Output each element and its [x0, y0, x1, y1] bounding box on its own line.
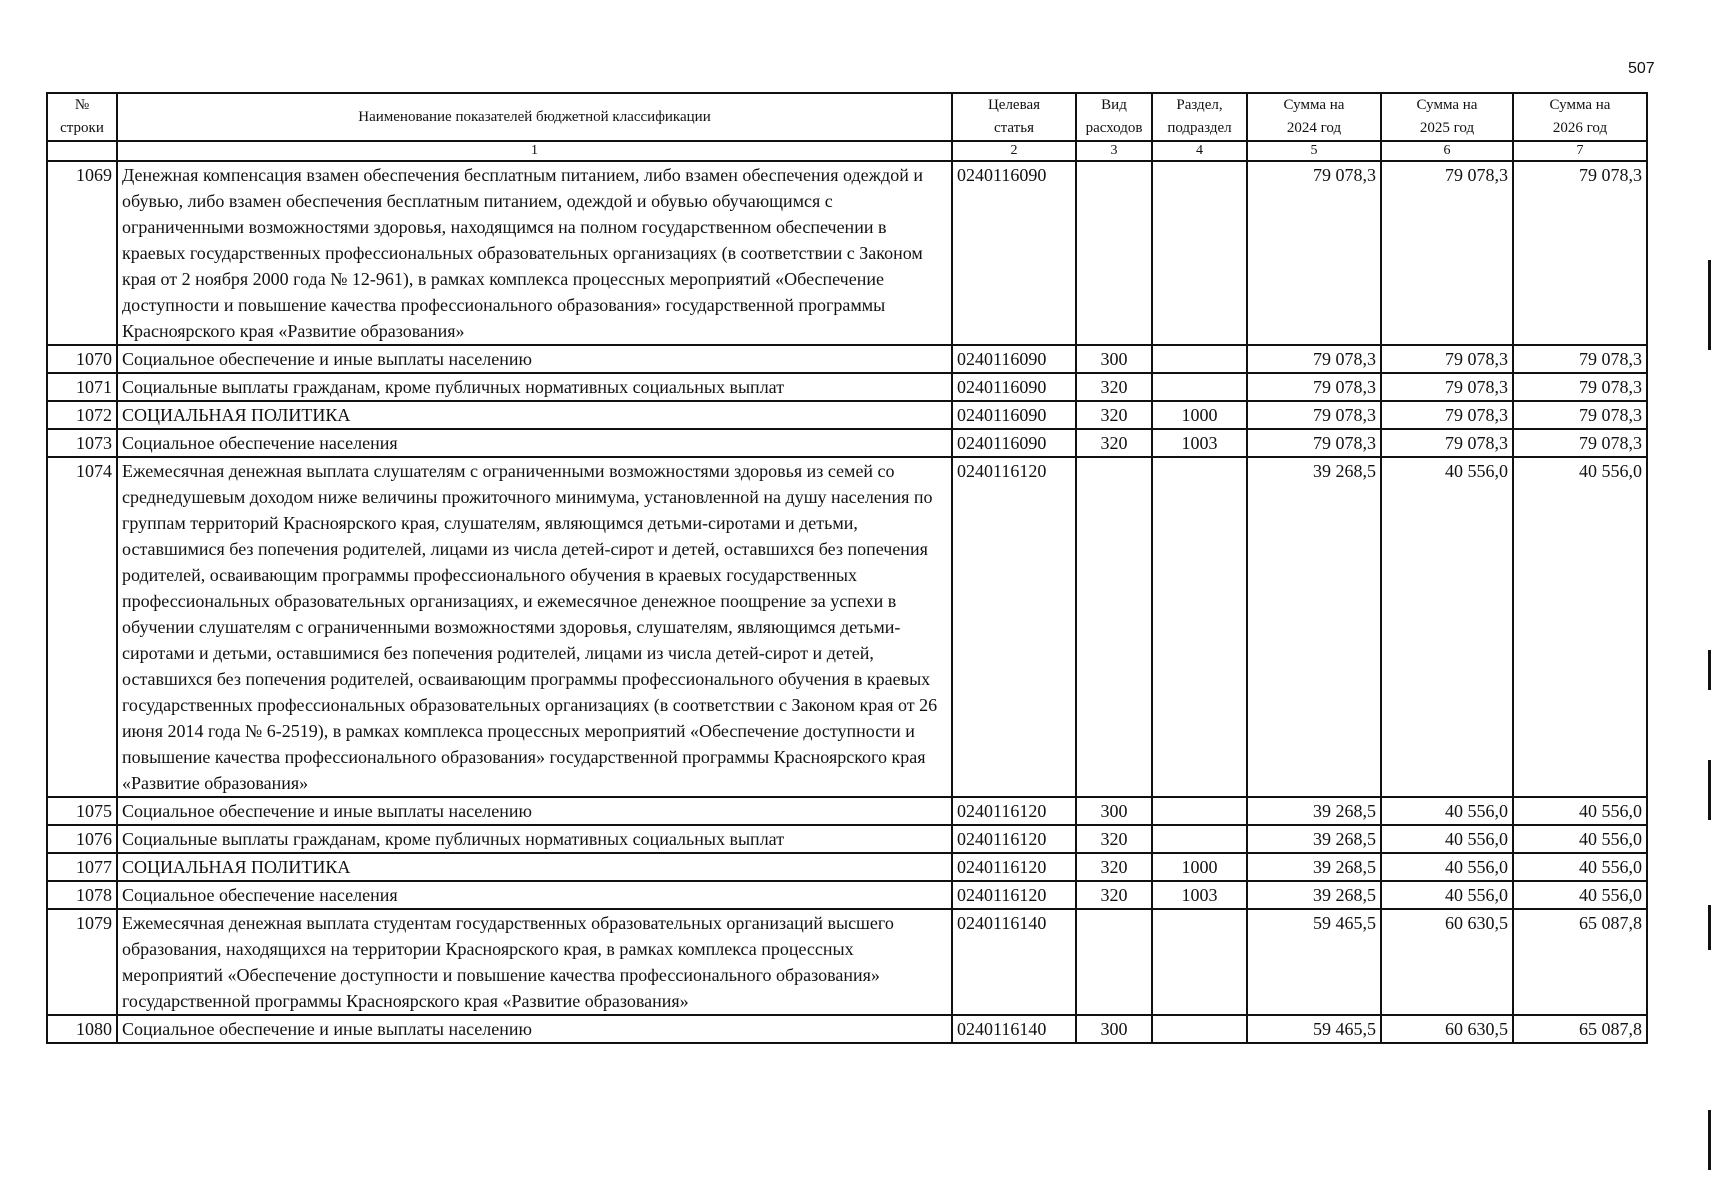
row-sum-2024: 79 078,3 — [1247, 373, 1381, 401]
row-sum-2025: 60 630,5 — [1381, 1015, 1513, 1043]
row-target: 0240116120 — [952, 797, 1076, 825]
row-target: 0240116140 — [952, 1015, 1076, 1043]
row-target: 0240116090 — [952, 429, 1076, 457]
table-row — [47, 797, 1647, 825]
table-row — [47, 373, 1647, 401]
row-number: 1075 — [47, 797, 117, 825]
header-row-no: № строки — [47, 93, 117, 141]
table-row — [47, 1015, 1647, 1043]
row-section — [1152, 373, 1247, 401]
header-row — [47, 93, 1647, 141]
row-sum-2026: 79 078,3 — [1513, 161, 1647, 345]
row-sum-2024: 59 465,5 — [1247, 1015, 1381, 1043]
row-sum-2026: 40 556,0 — [1513, 457, 1647, 797]
table-row — [47, 161, 1647, 345]
row-number: 1069 — [47, 161, 117, 345]
column-number: 3 — [1076, 141, 1152, 161]
row-kind: 320 — [1076, 825, 1152, 853]
row-name: Денежная компенсация взамен обеспечения бесплатным питанием, либо взамен обеспечения одеждой и обувью, либо взамен обеспечения бесплатным питанием, одеждой и обувью обучающимся с ограниченными возможностями здоровья, находящимся на полном государственном обеспечении в краевых государственных профессиональных образовательных организациях (в соответствии с Законом края от 2 ноября 2000 года № 12-961), в рамках комплекса процессных мероприятий «Обеспечение доступности и повышение качества профессионального образования» государственной программы Красноярского края «Развитие образования» — [117, 161, 952, 345]
row-name: Ежемесячная денежная выплата студентам государственных образовательных организаций высшего образования, находящихся на территории Красноярского края, в рамках комплекса процессных мероприятий «Обеспечение доступности и повышение качества профессионального образования» государственной программы Красноярского края «Развитие образования» — [117, 909, 952, 1015]
row-section: 1003 — [1152, 881, 1247, 909]
row-sum-2025: 40 556,0 — [1381, 797, 1513, 825]
column-number: 2 — [952, 141, 1076, 161]
row-name: Социальное обеспечение населения — [117, 429, 952, 457]
row-kind: 320 — [1076, 853, 1152, 881]
row-kind — [1076, 161, 1152, 345]
row-name: СОЦИАЛЬНАЯ ПОЛИТИКА — [117, 853, 952, 881]
row-sum-2026: 79 078,3 — [1513, 401, 1647, 429]
row-sum-2026: 40 556,0 — [1513, 881, 1647, 909]
row-target: 0240116090 — [952, 401, 1076, 429]
row-kind: 320 — [1076, 429, 1152, 457]
row-number: 1078 — [47, 881, 117, 909]
row-kind: 300 — [1076, 1015, 1152, 1043]
header-section: Раздел, подраздел — [1152, 93, 1247, 141]
row-target: 0240116120 — [952, 853, 1076, 881]
row-sum-2025: 60 630,5 — [1381, 909, 1513, 1015]
row-number: 1079 — [47, 909, 117, 1015]
header-sum-2026: Сумма на 2026 год — [1513, 93, 1647, 141]
page-number: 507 — [1628, 60, 1655, 77]
row-name: Социальные выплаты гражданам, кроме публичных нормативных социальных выплат — [117, 825, 952, 853]
budget-table — [46, 92, 1648, 1044]
header-sum-2025: Сумма на 2025 год — [1381, 93, 1513, 141]
scan-edge-mark — [1708, 905, 1711, 950]
row-kind: 320 — [1076, 881, 1152, 909]
row-number: 1076 — [47, 825, 117, 853]
column-number: 5 — [1247, 141, 1381, 161]
row-sum-2025: 79 078,3 — [1381, 401, 1513, 429]
row-kind: 300 — [1076, 797, 1152, 825]
row-sum-2024: 79 078,3 — [1247, 161, 1381, 345]
row-target: 0240116120 — [952, 825, 1076, 853]
row-sum-2025: 79 078,3 — [1381, 373, 1513, 401]
row-number: 1071 — [47, 373, 117, 401]
row-sum-2024: 39 268,5 — [1247, 881, 1381, 909]
row-sum-2026: 79 078,3 — [1513, 373, 1647, 401]
header-sum-2024: Сумма на 2024 год — [1247, 93, 1381, 141]
row-number: 1080 — [47, 1015, 117, 1043]
row-kind: 320 — [1076, 401, 1152, 429]
row-target: 0240116090 — [952, 373, 1076, 401]
column-number-row — [47, 141, 1647, 161]
row-sum-2026: 79 078,3 — [1513, 345, 1647, 373]
row-number: 1070 — [47, 345, 117, 373]
row-number: 1077 — [47, 853, 117, 881]
row-section — [1152, 797, 1247, 825]
row-section — [1152, 161, 1247, 345]
row-name: Социальное обеспечение населения — [117, 881, 952, 909]
row-sum-2024: 39 268,5 — [1247, 825, 1381, 853]
row-sum-2026: 40 556,0 — [1513, 825, 1647, 853]
row-section — [1152, 1015, 1247, 1043]
row-name: Социальное обеспечение и иные выплаты населению — [117, 345, 952, 373]
column-number: 6 — [1381, 141, 1513, 161]
table-row — [47, 853, 1647, 881]
column-number: 1 — [117, 141, 952, 161]
row-kind — [1076, 909, 1152, 1015]
row-name: Социальные выплаты гражданам, кроме публичных нормативных социальных выплат — [117, 373, 952, 401]
column-number: 4 — [1152, 141, 1247, 161]
table-row — [47, 457, 1647, 797]
column-number — [47, 141, 117, 161]
row-target: 0240116140 — [952, 909, 1076, 1015]
row-section — [1152, 825, 1247, 853]
row-kind: 300 — [1076, 345, 1152, 373]
header-kind: Вид расходов — [1076, 93, 1152, 141]
table-row — [47, 881, 1647, 909]
row-sum-2024: 79 078,3 — [1247, 345, 1381, 373]
table-row — [47, 429, 1647, 457]
row-sum-2025: 79 078,3 — [1381, 345, 1513, 373]
row-sum-2025: 40 556,0 — [1381, 853, 1513, 881]
row-section — [1152, 909, 1247, 1015]
row-target: 0240116120 — [952, 457, 1076, 797]
row-section — [1152, 457, 1247, 797]
row-section: 1003 — [1152, 429, 1247, 457]
row-sum-2026: 40 556,0 — [1513, 853, 1647, 881]
row-sum-2025: 40 556,0 — [1381, 881, 1513, 909]
row-number: 1074 — [47, 457, 117, 797]
row-sum-2026: 40 556,0 — [1513, 797, 1647, 825]
table-row — [47, 909, 1647, 1015]
row-target: 0240116120 — [952, 881, 1076, 909]
row-kind — [1076, 457, 1152, 797]
column-number: 7 — [1513, 141, 1647, 161]
row-sum-2024: 39 268,5 — [1247, 457, 1381, 797]
scan-edge-mark — [1708, 760, 1711, 820]
header-name: Наименование показателей бюджетной классификации — [117, 93, 952, 141]
table-row — [47, 825, 1647, 853]
row-target: 0240116090 — [952, 161, 1076, 345]
row-sum-2025: 79 078,3 — [1381, 161, 1513, 345]
row-sum-2026: 65 087,8 — [1513, 1015, 1647, 1043]
row-section — [1152, 345, 1247, 373]
row-name: Социальное обеспечение и иные выплаты населению — [117, 797, 952, 825]
table-row — [47, 401, 1647, 429]
header-target: Целевая статья — [952, 93, 1076, 141]
row-sum-2025: 40 556,0 — [1381, 825, 1513, 853]
scan-edge-mark — [1708, 1110, 1711, 1170]
row-section: 1000 — [1152, 853, 1247, 881]
row-number: 1072 — [47, 401, 117, 429]
row-sum-2025: 79 078,3 — [1381, 429, 1513, 457]
scan-edge-mark — [1708, 260, 1711, 350]
scan-edge-mark — [1708, 650, 1711, 690]
row-name: Социальное обеспечение и иные выплаты населению — [117, 1015, 952, 1043]
row-name: Ежемесячная денежная выплата слушателям с ограниченными возможностями здоровья из семей со среднедушевым доходом ниже величины прожиточного минимума, установленной на душу населения по группам территорий Красноярского края, слушателям, являющимся детьми-сиротами и детьми, оставшимися без попечения родителей, лицами из числа детей-сирот и детей, оставшихся без попечения родителей, осваивающим программы профессионального обучения в краевых государственных профессиональных образовательных организациях, и ежемесячное денежное поощрение за успехи в обучении слушателям с ограниченными возможностями здоровья, слушателям, являющимся детьми-сиротами и детьми, оставшимися без попечения родителей, лицами из числа детей-сирот и детей, оставшихся без попечения родителей, осваивающим программы профессионального обучения в краевых государственных профессиональных образовательных организациях (в соответствии с Законом края от 26 июня 2014 года № 6-2519), в рамках комплекса процессных мероприятий «Обеспечение доступности и повышение качества профессионального образования» государственной программы Красноярского края «Развитие образования» — [117, 457, 952, 797]
row-sum-2024: 39 268,5 — [1247, 797, 1381, 825]
row-sum-2025: 40 556,0 — [1381, 457, 1513, 797]
row-sum-2024: 79 078,3 — [1247, 429, 1381, 457]
row-sum-2024: 39 268,5 — [1247, 853, 1381, 881]
row-section: 1000 — [1152, 401, 1247, 429]
table-row — [47, 345, 1647, 373]
row-sum-2024: 79 078,3 — [1247, 401, 1381, 429]
row-kind: 320 — [1076, 373, 1152, 401]
row-number: 1073 — [47, 429, 117, 457]
row-sum-2026: 65 087,8 — [1513, 909, 1647, 1015]
row-sum-2026: 79 078,3 — [1513, 429, 1647, 457]
row-name: СОЦИАЛЬНАЯ ПОЛИТИКА — [117, 401, 952, 429]
row-target: 0240116090 — [952, 345, 1076, 373]
row-sum-2024: 59 465,5 — [1247, 909, 1381, 1015]
